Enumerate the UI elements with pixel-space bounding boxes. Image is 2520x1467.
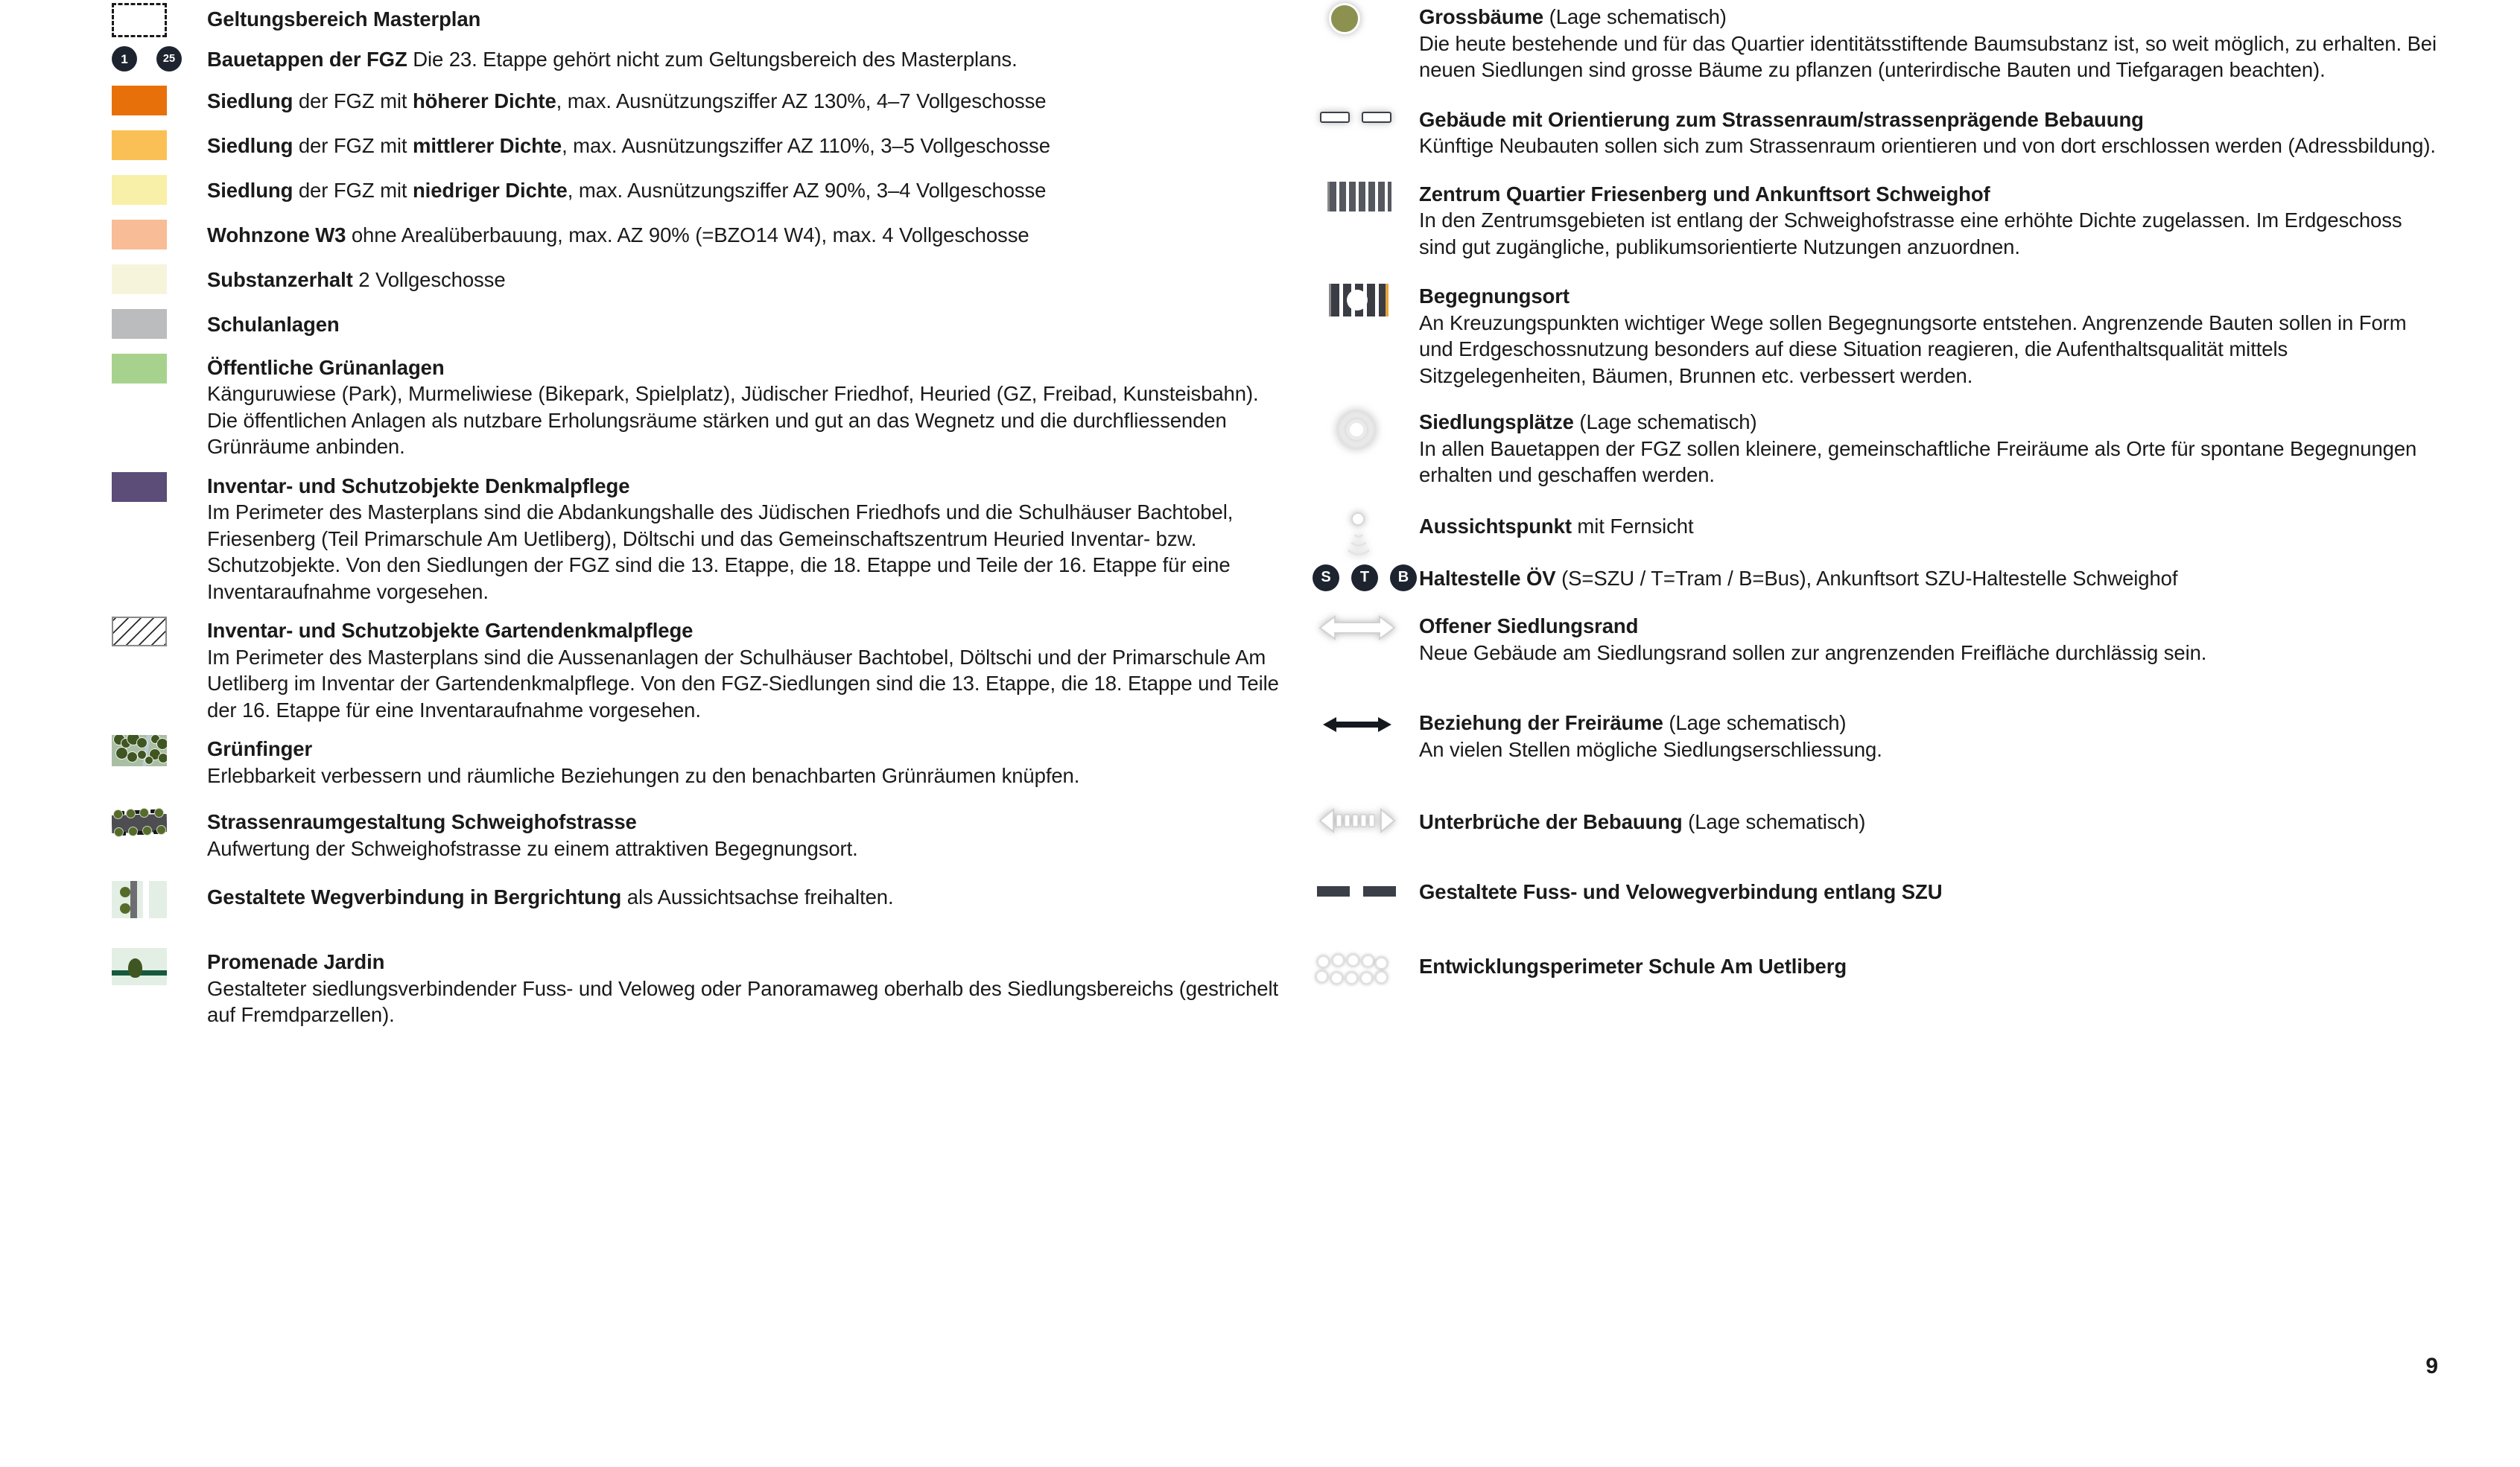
legend-text — [1419, 806, 2443, 836]
legend-text — [207, 309, 1289, 338]
street-with-trees-icon — [112, 808, 167, 839]
legend-title: Schulanlagen — [207, 312, 340, 336]
symbol-cell — [112, 86, 207, 115]
transit-badge-tram: T — [1351, 564, 1378, 591]
dashed-path-icon — [1317, 886, 1396, 897]
color-swatch-salmon-icon — [112, 220, 167, 249]
legend-title-tail: , max. Ausnützungsziffer AZ 130%, 4–7 Vollgeschosse — [556, 89, 1047, 112]
legend-text — [207, 86, 1289, 115]
diagonal-hatch-icon — [112, 617, 167, 646]
legend-title-rest: (Lage schematisch) — [1682, 810, 1866, 833]
symbol-cell — [1311, 709, 1419, 734]
legend-title: Inventar- und Schutzobjekte Gartendenkmalpflege — [207, 619, 694, 642]
legend-text — [1419, 563, 2443, 592]
legend-body: An Kreuzungspunkten wichtiger Wege sollen Begegnungsorte entstehen. Angrenzende Bauten sollen in Form und Erdgeschossnutzung besonders auf diese Situation reagieren, die Aufenthaltsqualität mittels Sitzgelegenheiten, Bäumen, Brunnen etc. verbessert werden. — [1419, 311, 2407, 387]
transit-badge-bus: B — [1390, 564, 1417, 591]
legend-title-emph: mittlerer Dichte — [412, 133, 562, 157]
legend-title-tail: , max. Ausnützungsziffer AZ 110%, 3–5 Vollgeschosse — [562, 133, 1050, 157]
symbol-cell — [112, 617, 207, 646]
color-swatch-green-icon — [112, 354, 167, 384]
legend-item — [1311, 612, 2443, 666]
legend-title-rest: als Aussichtsachse freihalten. — [621, 885, 894, 908]
symbol-cell — [1311, 511, 1419, 545]
legend-title-emph: niedriger Dichte — [412, 178, 568, 202]
symbol-cell — [1311, 612, 1419, 645]
legend-title: Gestaltete Fuss- und Velowegverbindung entlang SZU — [1419, 879, 1943, 903]
legend-text — [207, 3, 1289, 33]
legend-item — [1311, 106, 2443, 159]
legend-text — [1419, 877, 2443, 906]
concentric-rings-icon — [1336, 410, 1377, 450]
legend-text — [207, 46, 1289, 73]
symbol-cell — [112, 220, 207, 249]
legend-title: Geltungsbereich Masterplan — [207, 7, 481, 31]
symbol-cell — [1311, 951, 1419, 987]
legend-item — [1311, 563, 2443, 592]
legend-title: Siedlung — [207, 178, 293, 202]
legend-left-column — [0, 3, 1311, 1028]
legend-text — [207, 354, 1289, 460]
legend-text — [1419, 282, 2443, 389]
legend-title-rest: mit Fernsicht — [1571, 514, 1694, 538]
color-swatch-purple-icon — [112, 472, 167, 502]
legend-item — [1311, 951, 2443, 987]
legend-body: Im Perimeter des Masterplans sind die Aussenanlagen der Schulhäuser Bachtobel, Döltschi und der Primarschule Am Uetliberg im Inventar der Gartendenkmalpflege. Von den FGZ-Siedlungen sind die 13. Etappe, die 18. Etappe und Teile der 16. Etappe für eine Inventaraufnahme vorgesehen. — [207, 645, 1279, 722]
legend-text — [1419, 612, 2443, 666]
symbol-cell — [112, 3, 207, 37]
symbol-cell — [1311, 877, 1419, 897]
legend-title-tail: , max. Ausnützungsziffer AZ 90%, 3–4 Vollgeschosse — [567, 178, 1047, 202]
legend-item — [112, 175, 1289, 205]
symbol-cell — [112, 130, 207, 160]
legend-title-rest: der FGZ mit — [293, 133, 413, 157]
legend-title: Grünfinger — [207, 737, 313, 760]
legend-text — [207, 264, 1289, 293]
vertical-stripes-icon — [1327, 182, 1391, 211]
legend-item — [112, 472, 1289, 605]
legend-item — [112, 309, 1289, 339]
legend-text — [207, 175, 1289, 204]
legend-title: Offener Siedlungsrand — [1419, 614, 1639, 637]
legend-body: An vielen Stellen mögliche Siedlungserschliessung. — [1419, 737, 1882, 761]
legend-title: Begegnungsort — [1419, 284, 1570, 308]
open-edge-arrow-icon — [1318, 615, 1387, 645]
legend-title-rest: ohne Arealüberbauung, max. AZ 90% (=BZO14 W4), max. 4 Vollgeschosse — [346, 223, 1029, 246]
symbol-cell — [112, 881, 207, 918]
legend-title: Promenade Jardin — [207, 950, 385, 973]
legend-text — [207, 948, 1289, 1028]
symbol-cell — [112, 472, 207, 502]
legend-title: Inventar- und Schutzobjekte Denkmalpflege — [207, 474, 630, 497]
legend-item — [1311, 877, 2443, 906]
transit-stop-icon — [1313, 564, 1417, 591]
double-arrow-icon — [1321, 715, 1393, 734]
legend-item — [112, 354, 1289, 460]
color-swatch-orange-icon — [112, 86, 167, 115]
page-number: 9 — [2425, 1354, 2438, 1378]
legend-title-rest: (Lage schematisch) — [1663, 711, 1847, 734]
viewpoint-icon — [1338, 511, 1380, 545]
path-uphill-icon — [112, 881, 167, 918]
legend-title-rest: Die 23. Etappe gehört nicht zum Geltungsbereich des Masterplans. — [407, 48, 1018, 71]
legend-title-rest: (S=SZU / T=Tram / B=Bus), Ankunftsort SZU-Haltestelle Schweighof — [1555, 566, 2178, 590]
legend-item — [1311, 408, 2443, 489]
legend-title: Wohnzone W3 — [207, 223, 346, 246]
symbol-cell — [1311, 282, 1419, 316]
legend-title: Strassenraumgestaltung Schweighofstrasse — [207, 810, 637, 833]
legend-item — [1311, 3, 2443, 83]
legend-item — [112, 881, 1289, 918]
color-swatch-gray-icon — [112, 309, 167, 339]
legend-text — [207, 808, 1289, 862]
symbol-cell — [112, 735, 207, 766]
legend-title: Siedlung — [207, 133, 293, 157]
color-swatch-amber-icon — [112, 130, 167, 160]
legend-title: Beziehung der Freiräume — [1419, 711, 1663, 734]
legend-title-rest: der FGZ mit — [293, 178, 413, 202]
legend-item — [112, 130, 1289, 160]
legend-text — [1419, 3, 2443, 83]
color-swatch-cream-icon — [112, 264, 167, 294]
symbol-cell — [112, 264, 207, 294]
large-tree-dot-icon — [1329, 3, 1360, 34]
legend-item — [112, 3, 1289, 37]
legend-title: Entwicklungsperimeter Schule Am Uetliberg — [1419, 955, 1847, 978]
etappe-badge-25: 25 — [156, 46, 182, 71]
legend-title-emph: höherer Dichte — [412, 89, 556, 112]
legend-title: Grossbäume — [1419, 5, 1544, 28]
legend-text — [207, 472, 1289, 605]
legend-item — [112, 46, 1289, 73]
legend-item — [1311, 709, 2443, 763]
legend-text — [207, 617, 1289, 723]
legend-item — [112, 948, 1289, 1028]
legend-title: Zentrum Quartier Friesenberg und Ankunftsort Schweighof — [1419, 182, 1990, 206]
legend-item — [112, 220, 1289, 249]
numbered-circles-icon — [112, 46, 182, 71]
legend-title-rest: (Lage schematisch) — [1543, 5, 1727, 28]
etappe-badge-1: 1 — [112, 46, 137, 71]
legend-item — [112, 617, 1289, 723]
legend-body: Die heute bestehende und für das Quartier identitätsstiftende Baumsubstanz ist, so weit möglich, zu erhalten. Bei neuen Siedlungen sind grosse Bäume zu pflanzen (unterirdische Bauten und Tiefgaragen beachten). — [1419, 31, 2437, 81]
tree-canopy-pattern-icon — [112, 735, 167, 766]
legend-text — [1419, 180, 2443, 261]
legend-title: Unterbrüche der Bebauung — [1419, 810, 1683, 833]
legend-title: Bauetappen der FGZ — [207, 48, 407, 71]
legend-body: Aufwertung der Schweighofstrasse zu einem attraktiven Begegnungsort. — [207, 836, 858, 860]
legend-body: Künftige Neubauten sollen sich zum Strassenraum orientieren und von dort erschlossen werden (Adressbildung). — [1419, 134, 2436, 157]
symbol-cell — [1311, 408, 1419, 450]
dashed-rectangle-icon — [112, 3, 167, 37]
legend-item — [1311, 180, 2443, 261]
legend-title: Haltestelle ÖV — [1419, 566, 1556, 590]
legend-body: In allen Bauetappen der FGZ sollen kleinere, gemeinschaftliche Freiräume als Orte für spontane Begegnungen erhalten und geschaffen werden. — [1419, 436, 2417, 486]
meeting-point-icon — [1329, 284, 1388, 316]
symbol-cell — [112, 309, 207, 339]
gap-in-buildings-icon — [1318, 807, 1396, 834]
building-pair-icon — [1320, 112, 1391, 123]
color-swatch-pale-yellow-icon — [112, 175, 167, 205]
legend-title: Gebäude mit Orientierung zum Strassenraum/strassenprägende Bebauung — [1419, 107, 2144, 131]
legend-item — [112, 735, 1289, 789]
legend-item — [1311, 282, 2443, 389]
symbol-cell — [1311, 806, 1419, 834]
symbol-cell — [1311, 180, 1419, 211]
legend-text — [207, 881, 1289, 911]
legend-title: Gestaltete Wegverbindung in Bergrichtung — [207, 885, 622, 908]
legend-title-rest: (Lage schematisch) — [1573, 410, 1757, 433]
symbol-cell — [112, 354, 207, 384]
legend-title: Siedlungsplätze — [1419, 410, 1574, 433]
legend-text — [1419, 106, 2443, 159]
legend-title: Siedlung — [207, 89, 293, 112]
symbol-cell — [112, 175, 207, 205]
legend-text — [207, 220, 1289, 249]
legend-title: Öffentliche Grünanlagen — [207, 355, 445, 379]
symbol-cell — [1311, 106, 1419, 123]
legend-text — [1419, 709, 2443, 763]
transit-badge-szu: S — [1313, 564, 1339, 591]
legend-body: Känguruwiese (Park), Murmeliwiese (Bikepark, Spielplatz), Jüdischer Friedhof, Heuried (GZ, Freibad, Kunsteisbahn). Die öffentlichen Anlagen als nutzbare Erholungsräume stärken und gut an das Wegnetz und die durchfliessenden Grünräume anbinden. — [207, 382, 1259, 458]
legend-right-column — [1311, 3, 2473, 987]
legend-body: Erlebbarkeit verbessern und räumliche Beziehungen zu den benachbarten Grünräumen knüpfen. — [207, 763, 1080, 787]
symbol-cell — [1311, 563, 1419, 591]
legend-text — [207, 735, 1289, 789]
legend-item — [1311, 511, 2443, 545]
legend-title: Substanzerhalt — [207, 267, 353, 291]
legend-text — [1419, 511, 2443, 540]
legend-body: Gestalteter siedlungsverbindender Fuss- und Veloweg oder Panoramaweg oberhalb des Siedlungsbereichs (gestrichelt auf Fremdparzellen). — [207, 976, 1278, 1026]
promenade-band-icon — [112, 948, 167, 985]
legend-item — [112, 86, 1289, 115]
legend-title: Aussichtspunkt — [1419, 514, 1572, 538]
legend-item — [112, 264, 1289, 294]
symbol-cell — [112, 46, 207, 71]
legend-item — [112, 808, 1289, 862]
symbol-cell — [1311, 3, 1419, 34]
symbol-cell — [112, 948, 207, 985]
legend-text — [207, 130, 1289, 159]
legend-item — [1311, 806, 2443, 836]
symbol-cell — [112, 808, 207, 839]
legend-text — [1419, 408, 2443, 489]
dotted-perimeter-icon — [1315, 952, 1390, 987]
legend-title-rest: 2 Vollgeschosse — [352, 267, 506, 291]
legend-body: Im Perimeter des Masterplans sind die Abdankungshalle des Jüdischen Friedhofs und die Schulhäuser Bachtobel, Friesenberg (Teil Primarschule Am Uetliberg), Döltschi und das Gemeinschaftszentrum Heuried Inventar- bzw. Schutzobjekte. Von den Siedlungen der FGZ sind die 13. Etappe, die 18. Etappe und Teile der 16. Etappe für eine Inventaraufnahme vorgesehen. — [207, 500, 1234, 603]
legend-body: Neue Gebäude am Siedlungsrand sollen zur angrenzenden Freifläche durchlässig sein. — [1419, 640, 2207, 664]
legend-title-rest: der FGZ mit — [293, 89, 413, 112]
legend-body: In den Zentrumsgebieten ist entlang der Schweighofstrasse eine erhöhte Dichte zugelassen. Im Erdgeschoss sind gut zugängliche, publikumsorientierte Nutzungen anzuordnen. — [1419, 209, 2402, 258]
legend-text — [1419, 951, 2443, 980]
